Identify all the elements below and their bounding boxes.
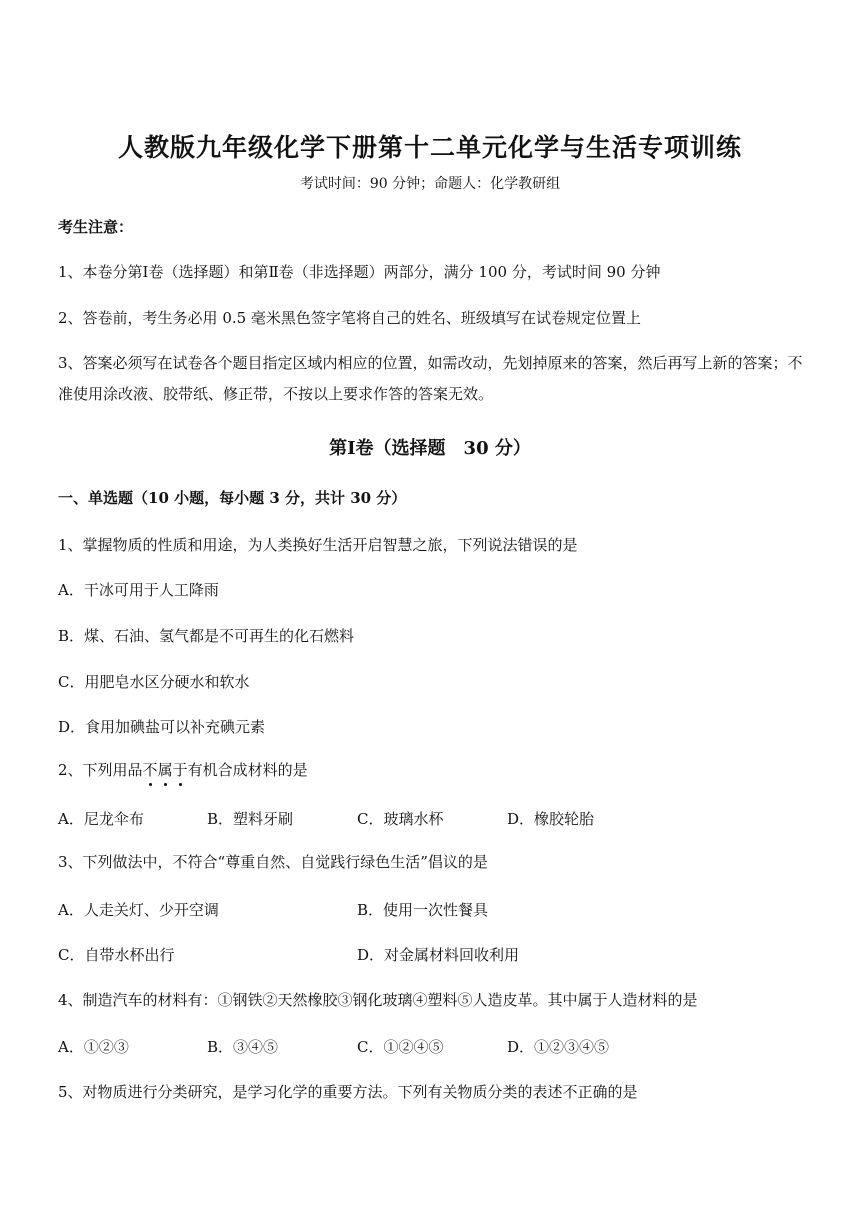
question-1-option-d: D．食用加碘盐可以补充碘元素 bbox=[58, 718, 266, 736]
exam-info: 考试时间：90 分钟；命题人：化学教研组 bbox=[299, 176, 561, 192]
question-4-stem: 4、制造汽车的材料有：①钢铁②天然橡胶③钢化玻璃④塑料⑤人造皮革。其中属于人造材料的是 bbox=[58, 991, 698, 1009]
question-3-option-c: C．自带水杯出行 bbox=[58, 946, 175, 964]
notice-item-3: 3、答案必须写在试卷各个题目指定区域内相应的位置，如需改动，先划掉原来的答案，然后再写上新的答案；不准使用涂改液、胶带纸、修正带，不按以上要求作答的答案无效。 bbox=[58, 354, 803, 403]
question-4-option-b: B．③④⑤ bbox=[207, 1038, 279, 1056]
question-2-option-c: C．玻璃水杯 bbox=[357, 810, 444, 828]
notice-heading: 考生注意： bbox=[58, 218, 134, 236]
emphasis-dot-char: 不 bbox=[142, 761, 158, 779]
question-3-option-b: B．使用一次性餐具 bbox=[357, 901, 489, 919]
question-3-option-a: A．人走关灯、少开空调 bbox=[58, 901, 219, 919]
question-1-option-a: A．干冰可用于人工降雨 bbox=[58, 581, 219, 599]
question-1-option-c: C．用肥皂水区分硬水和软水 bbox=[58, 673, 250, 691]
section-title: 第Ⅰ卷（选择题 30 分） bbox=[329, 438, 531, 459]
question-1-option-b: B．煤、石油、氢气都是不可再生的化石燃料 bbox=[58, 627, 355, 645]
question-1-stem: 1、掌握物质的性质和用途，为人类换好生活开启智慧之旅，下列说法错误的是 bbox=[58, 536, 578, 554]
question-2-option-b: B．塑料牙刷 bbox=[207, 810, 294, 828]
question-2-option-a: A．尼龙伞布 bbox=[58, 810, 144, 828]
part-heading: 一、单选题（10 小题，每小题 3 分，共计 30 分） bbox=[58, 489, 407, 507]
question-4-option-d: D．①②③④⑤ bbox=[507, 1038, 610, 1056]
question-2-stem-pre: 2、下列用品 bbox=[58, 761, 143, 779]
question-4-option-a: A．①②③ bbox=[58, 1038, 129, 1056]
question-5-stem: 5、对物质进行分类研究，是学习化学的重要方法。下列有关物质分类的表述不正确的是 bbox=[58, 1083, 638, 1101]
question-2-stem-post: 有机合成材料的是 bbox=[187, 761, 308, 779]
question-4-option-c: C．①②④⑤ bbox=[357, 1038, 444, 1056]
question-3-stem: 3、下列做法中，不符合“尊重自然、自觉践行绿色生活”倡议的是 bbox=[58, 853, 488, 871]
emphasis-dot-char: 属 bbox=[157, 761, 173, 779]
notice-item-2: 2、答卷前，考生务必用 0.5 毫米黑色签字笔将自己的姓名、班级填写在试卷规定位置上 bbox=[58, 309, 641, 327]
page-title: 人教版九年级化学下册第十二单元化学与生活专项训练 bbox=[117, 133, 742, 162]
notice-item-1: 1、本卷分第Ⅰ卷（选择题）和第Ⅱ卷（非选择题）两部分，满分 100 分，考试时间 90 分钟 bbox=[58, 263, 661, 281]
question-2-stem bbox=[58, 760, 308, 780]
emphasis-dot-char: 于 bbox=[172, 761, 188, 779]
question-3-option-d: D．对金属材料回收利用 bbox=[357, 946, 520, 964]
question-2-option-d: D．橡胶轮胎 bbox=[507, 810, 595, 828]
